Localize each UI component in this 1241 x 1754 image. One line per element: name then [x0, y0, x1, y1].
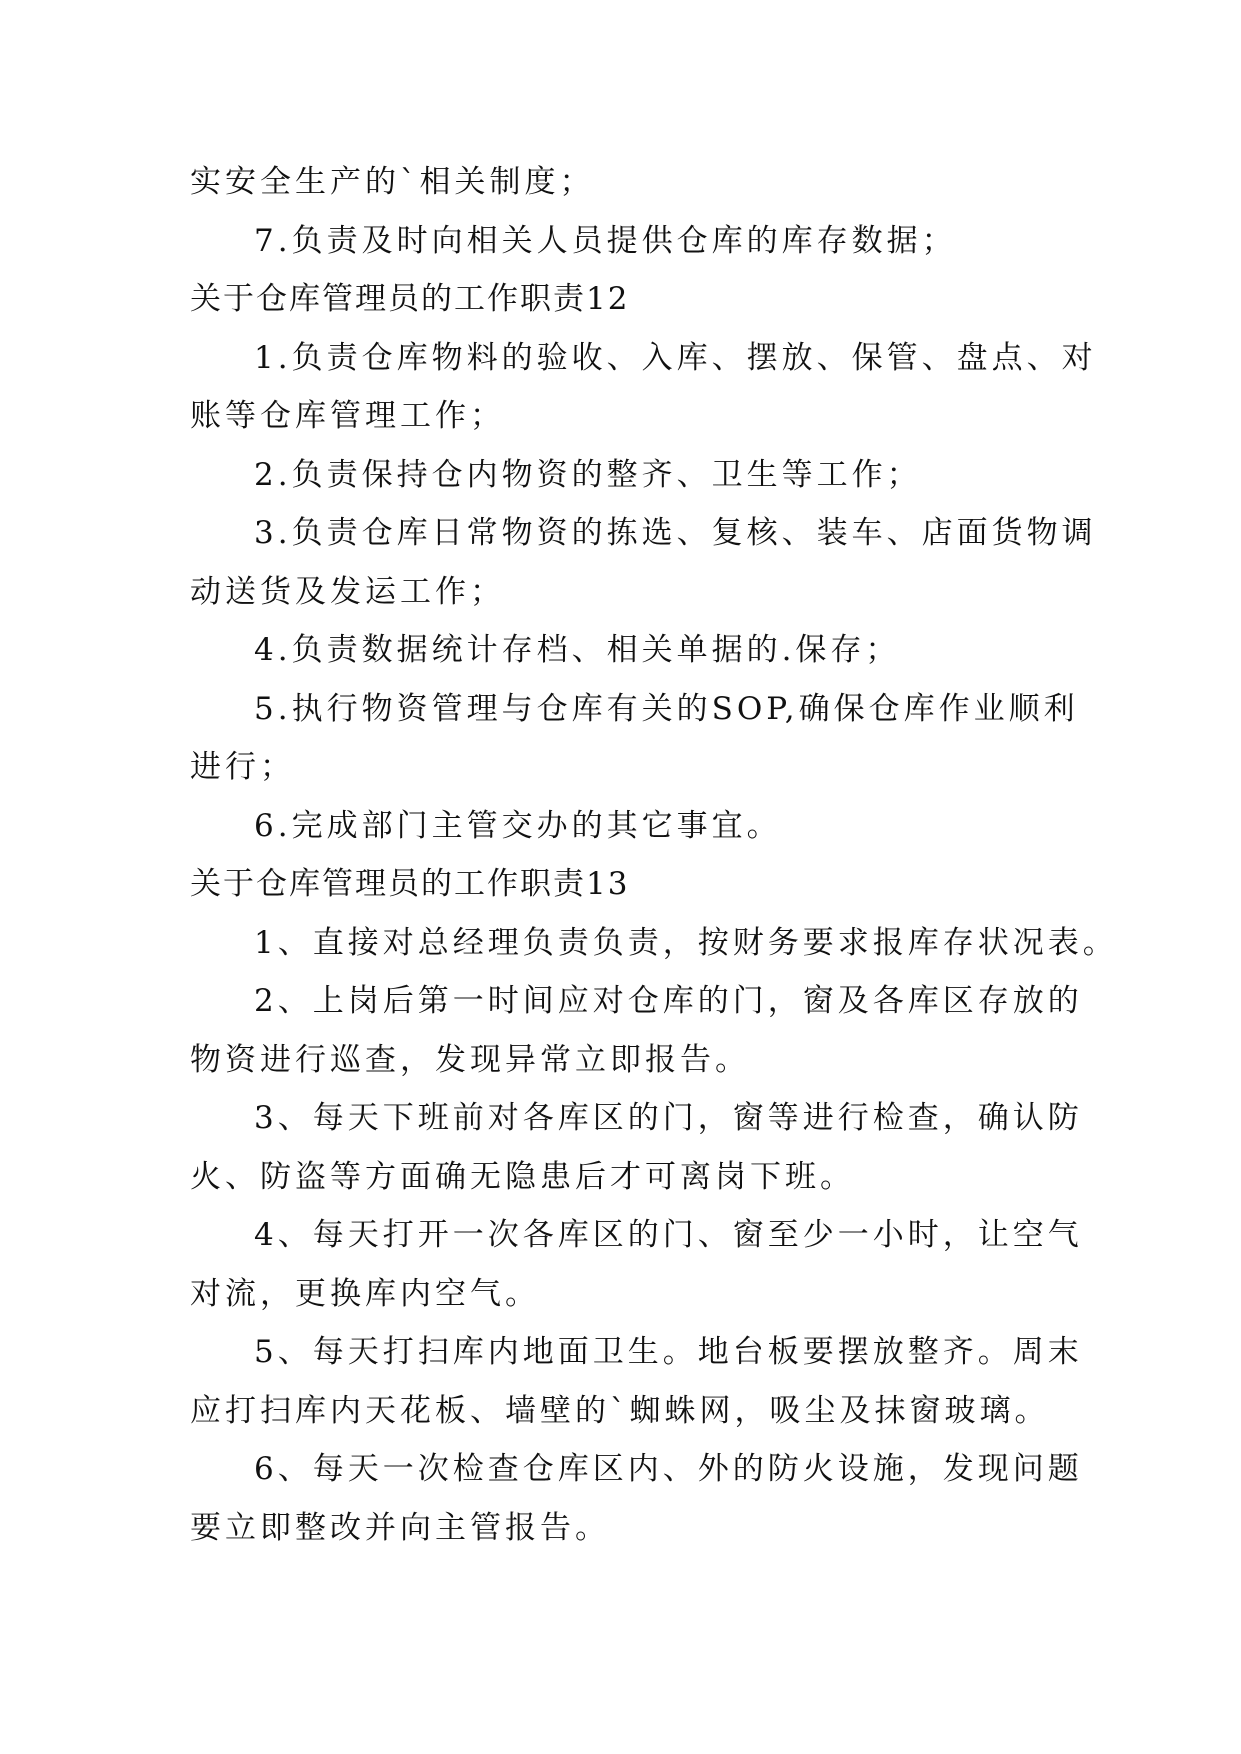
text-line: 实安全生产的`相关制度；: [190, 164, 595, 200]
text-line: 进行；: [190, 749, 295, 785]
text-line: 1.负责仓库物料的验收、入库、摆放、保管、盘点、对: [254, 339, 1097, 376]
text-line: 4、每天打开一次各库区的门、窗至少一小时，让空气: [254, 1217, 1083, 1253]
text-line: 物资进行巡查，发现异常立即报告。: [190, 1041, 750, 1078]
text-line: 6、每天一次检查仓库区内、外的防火设施，发现问题: [254, 1451, 1083, 1487]
section-heading: 关于仓库管理员的工作职责13: [190, 866, 630, 902]
text-line: 应打扫库内天花板、墙壁的`蜘蛛网，吸尘及抹窗玻璃。: [190, 1392, 1050, 1429]
text-line: 3、每天下班前对各库区的门，窗等进行检查，确认防: [254, 1100, 1083, 1136]
text-line: 1、直接对总经理负责负责，按财务要求报库存状况表。: [254, 924, 1118, 961]
text-line: 2、上岗后第一时间应对仓库的门，窗及各库区存放的: [254, 983, 1083, 1019]
text-line: 3.负责仓库日常物资的拣选、复核、装车、店面货物调: [254, 515, 1097, 551]
text-line: 对流，更换库内空气。: [190, 1275, 540, 1312]
text-line: 2.负责保持仓内物资的整齐、卫生等工作；: [254, 456, 922, 493]
text-line: 动送货及发运工作；: [190, 573, 505, 610]
text-line: 4.负责数据统计存档、相关单据的.保存；: [254, 632, 901, 668]
section-heading: 关于仓库管理员的工作职责12: [190, 281, 630, 317]
text-line: 账等仓库管理工作；: [190, 398, 505, 434]
text-line: 7.负责及时向相关人员提供仓库的库存数据；: [254, 222, 957, 259]
text-line: 5、每天打扫库内地面卫生。地台板要摆放整齐。周末: [254, 1334, 1083, 1370]
text-line: 要立即整改并向主管报告。: [190, 1509, 610, 1546]
text-line: 5.执行物资管理与仓库有关的SOP,确保仓库作业顺利: [254, 690, 1079, 727]
text-line: 火、防盗等方面确无隐患后才可离岗下班。: [190, 1158, 855, 1195]
text-line: 6.完成部门主管交办的其它事宜。: [254, 807, 782, 844]
document-body: [190, 153, 1118, 1557]
